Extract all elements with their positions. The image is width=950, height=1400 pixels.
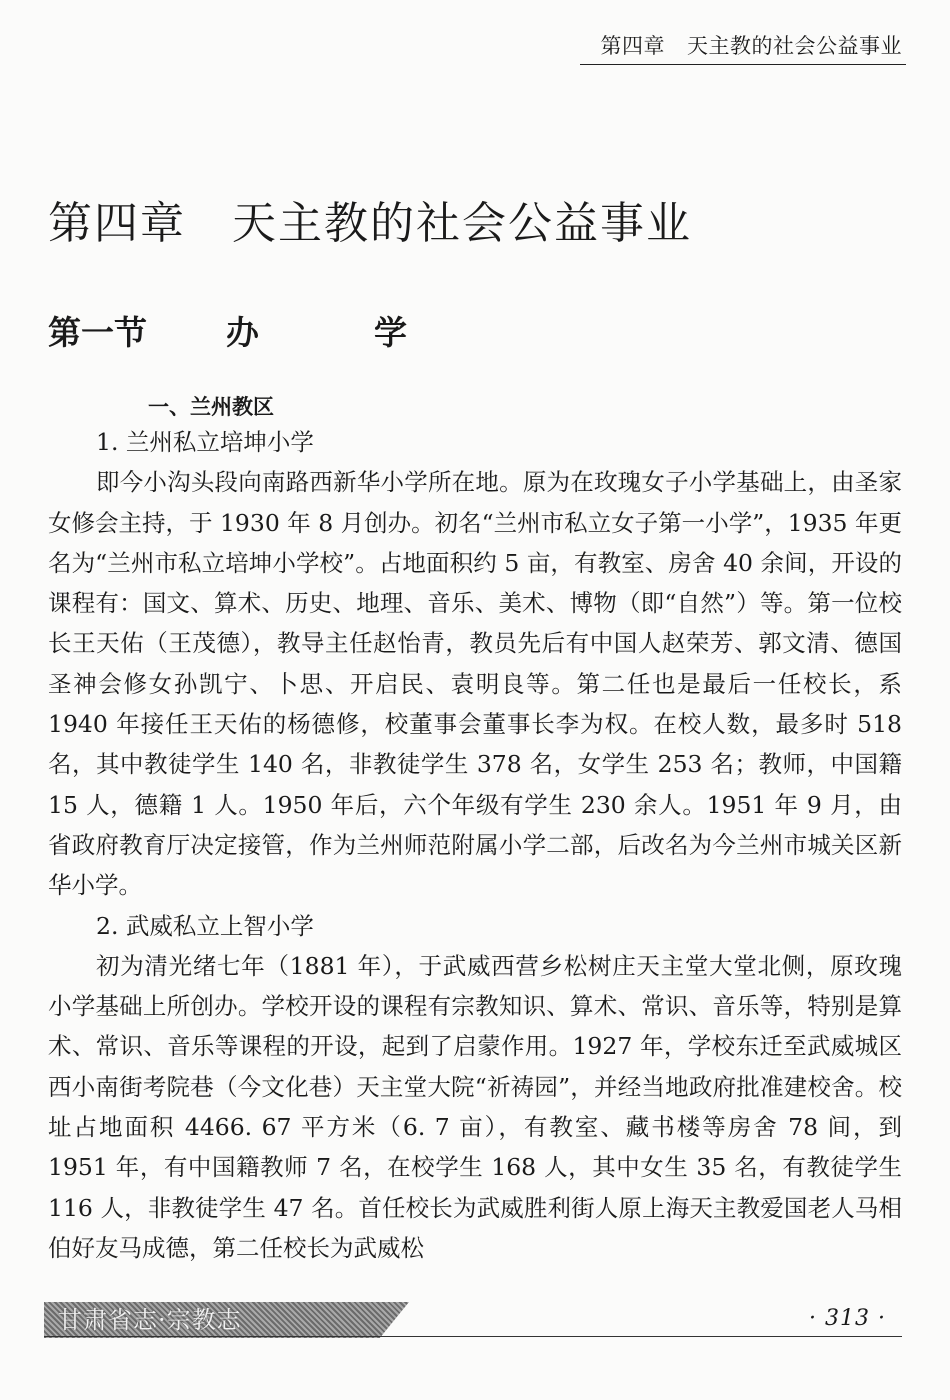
section-title xyxy=(48,307,407,354)
running-header xyxy=(601,30,903,60)
item-heading-1: 1. 兰州私立培坤小学 xyxy=(96,428,314,456)
chapter-title xyxy=(48,187,692,251)
item-heading-2: 2. 武威私立上智小学 xyxy=(96,911,314,940)
chapter-name: 天主教的社会公益事业 xyxy=(232,198,692,250)
header-rule xyxy=(580,64,906,65)
chapter-number: 第四章 xyxy=(48,198,186,250)
section-title-char-1: 办 xyxy=(226,313,259,353)
section-title-char-2: 学 xyxy=(374,313,407,353)
paragraph-2: 初为清光绪七年（1881 年），于武威西营乡松树庄天主堂大堂北侧，原玫瑰小学基础上所创办。学校开设的课程有宗教知识、算术、常识、音乐等，特别是算术、常识、音乐等课程的开设，起到了启蒙作用。1927 年，学校东迁至武威城区西小南街考院巷（今文化巷）天主堂大院“祈祷园”，并经当地政府批准建校舍。校址占地面积 4466. 67 平方米（6. 7 亩），有教室、藏书楼等房舍 78 间，到 1951 年，有中国籍教师 7 名，在校学生 168 人，其中女生 35 名，有教徒学生 116 人，非教徒学生 47 名。首任校长为武威胜利街人原上海天主教爱国老人马相伯好友马成德，第二任校长为武威松 xyxy=(48,951,902,1262)
running-header-chapter: 第四章 xyxy=(600,34,665,58)
footer-rule xyxy=(44,1336,902,1337)
footer-book-title: 甘肃省志·宗教志 xyxy=(58,1306,242,1334)
page-number: · 313 · xyxy=(809,1306,886,1331)
running-header-title: 天主教的社会公益事业 xyxy=(687,34,902,58)
paragraph-1: 即今小沟头段向南路西新华小学所在地。原为在玫瑰女子小学基础上，由圣家女修会主持，于 1930 年 8 月创办。初名“兰州市私立女子第一小学”，1935 年更名为“兰州市私立培坤小学校”。占地面积约 5 亩，有教室、房舍 40 余间，开设的课程有：国文、算术、历史、地理、音乐、美术、博物（即“自然”）等。第一位校长王天佑（王茂德），教导主任赵怡青，教员先后有中国人赵荣芳、郭文清、德国圣神会修女孙凯宁、卜思、开启民、袁明良等。第二任也是最后一任校长，系 1940 年接任王天佑的杨德修，校董事会董事长李为权。在校人数，最多时 518 名，其中教徒学生 140 名，非教徒学生 378 名，女学生 253 名；教师，中国籍 15 人，德籍 1 人。1950 年后，六个年级有学生 230 余人。1951 年 9 月，由省政府教育厅决定接管，作为兰州师范附属小学二部，后改名为今兰州市城关区新华小学。 xyxy=(48,468,902,900)
subsection-heading: 一、兰州教区 xyxy=(148,395,274,419)
section-number: 第一节 xyxy=(48,313,147,353)
body-text xyxy=(48,422,902,1268)
